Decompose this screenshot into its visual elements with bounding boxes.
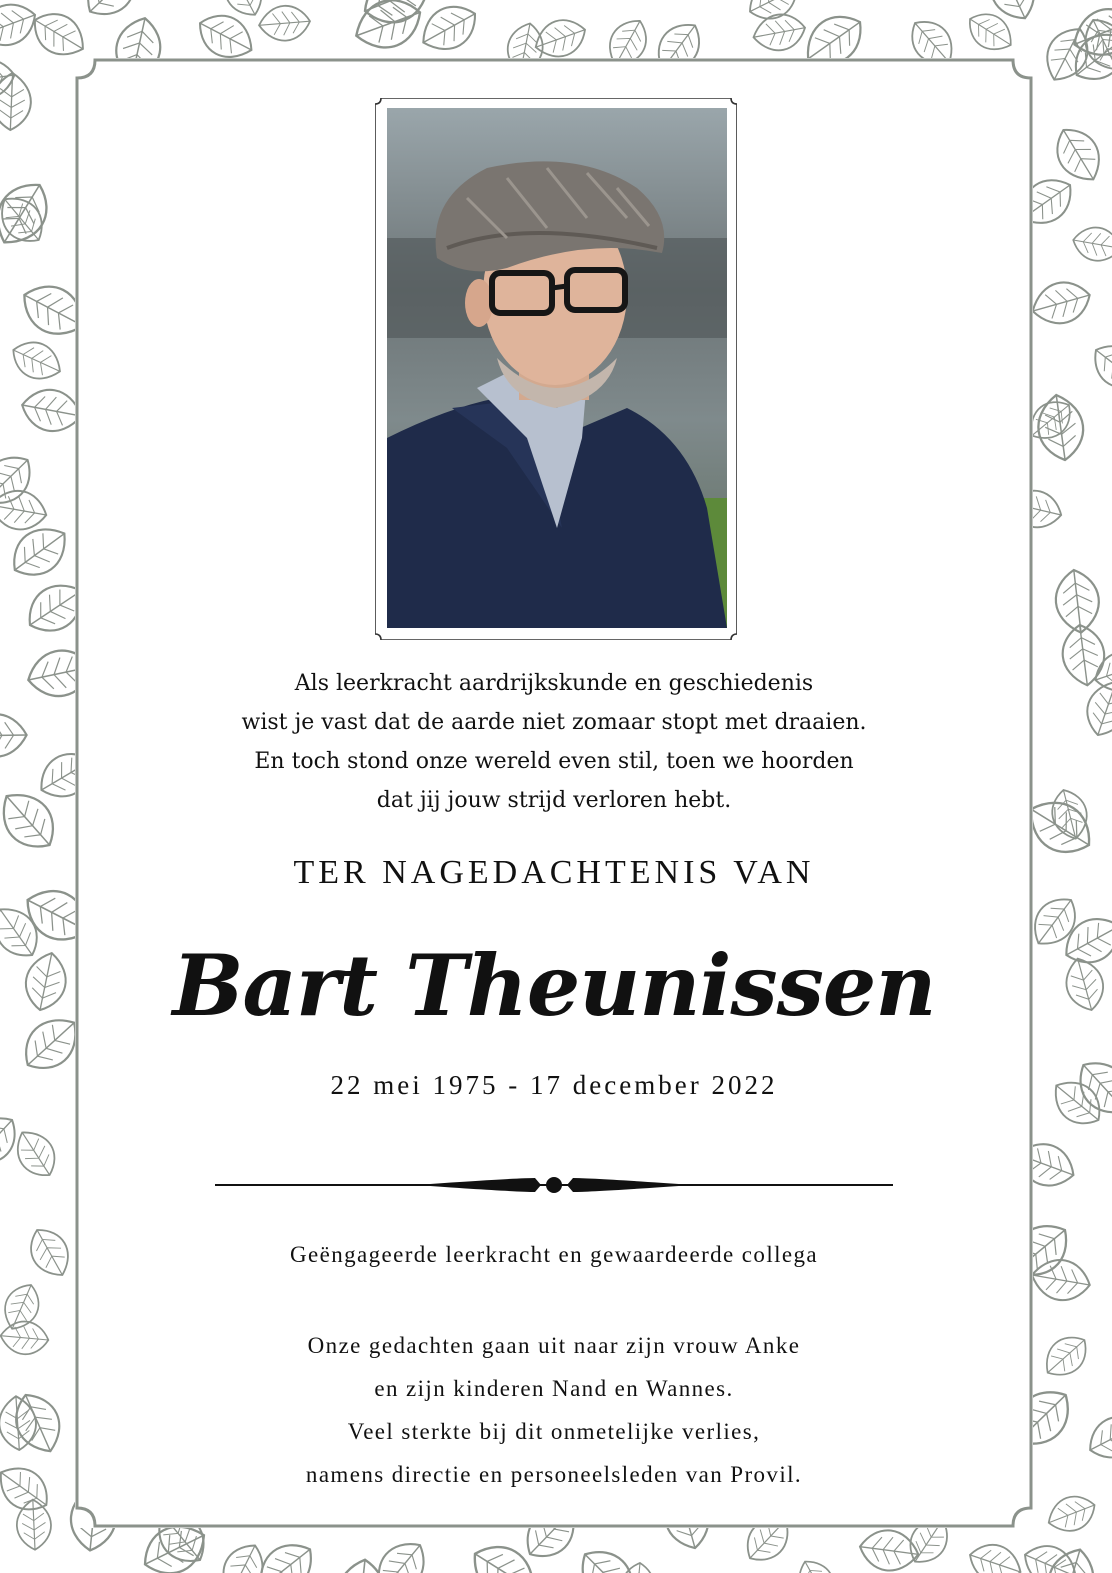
role-description: Geëngageerde leerkracht en gewaardeerde collega bbox=[289, 1242, 819, 1267]
deceased-name: Bart Theunissen bbox=[172, 936, 936, 1035]
memorial-heading: TER NAGEDACHTENIS VAN bbox=[293, 854, 815, 891]
life-dates: 22 mei 1975 - 17 december 2022 bbox=[330, 1070, 778, 1100]
leaf-icon bbox=[742, 0, 805, 28]
leaf-icon bbox=[0, 72, 32, 130]
leaf-icon bbox=[1047, 786, 1092, 843]
leaf-icon bbox=[25, 4, 93, 66]
leaf-icon bbox=[1027, 276, 1095, 331]
leaf-icon bbox=[570, 1539, 646, 1573]
leaf-icon bbox=[1080, 676, 1112, 742]
leaf-icon bbox=[414, 0, 485, 60]
ornamental-divider bbox=[215, 1170, 893, 1200]
leaf-icon bbox=[2, 517, 76, 587]
leaf-icon bbox=[16, 1499, 52, 1551]
leaf-icon bbox=[530, 13, 591, 64]
leaf-icon bbox=[0, 1457, 57, 1520]
leaf-icon bbox=[1081, 1407, 1112, 1467]
poem-line: Als leerkracht aardrijkskunde en geschiedenis bbox=[294, 671, 814, 696]
condolence-line: namens directie en personeelsleden van Provil. bbox=[305, 1462, 803, 1487]
leaf-icon bbox=[1045, 1071, 1111, 1134]
leaf-icon bbox=[0, 781, 66, 859]
leaf-icon bbox=[791, 1554, 843, 1573]
portrait-illustration bbox=[387, 108, 727, 628]
leaf-icon bbox=[1043, 1489, 1101, 1538]
leaf-icon bbox=[1024, 889, 1086, 954]
condolence-message bbox=[75, 1324, 1033, 1496]
leaf-icon bbox=[0, 1395, 38, 1451]
leaf-icon bbox=[366, 1532, 436, 1573]
photo-frame bbox=[375, 98, 737, 640]
leaf-icon bbox=[22, 1221, 78, 1283]
leaf-icon bbox=[1029, 1255, 1094, 1304]
leaf-icon bbox=[6, 334, 67, 387]
leaf-icon bbox=[1037, 1328, 1096, 1386]
leaf-icon bbox=[0, 714, 27, 757]
leaf-icon bbox=[348, 0, 428, 57]
poem-line: En toch stond onze wereld even stil, toen we hoorden bbox=[254, 749, 854, 774]
leaf-icon bbox=[8, 1123, 64, 1184]
condolence-line: Onze gedachten gaan uit naar zijn vrouw Anke bbox=[307, 1333, 801, 1358]
leaf-icon bbox=[0, 486, 50, 534]
leaf-icon bbox=[1084, 335, 1112, 399]
leaf-icon bbox=[0, 446, 42, 516]
leaf-icon bbox=[21, 949, 71, 1014]
leaf-icon bbox=[258, 4, 312, 43]
condolence-line: Veel sterkte bij dit onmetelijke verlies, bbox=[347, 1419, 761, 1444]
leaf-icon bbox=[463, 1534, 546, 1573]
leaf-icon bbox=[1041, 1543, 1101, 1573]
memorial-card bbox=[75, 58, 1033, 1528]
leaf-icon bbox=[1056, 908, 1112, 973]
leaf-icon bbox=[964, 1538, 1026, 1573]
leaf-icon bbox=[0, 173, 59, 254]
leaf-icon bbox=[1070, 224, 1112, 265]
poem-line: wist je vast dat de aarde niet zomaar stopt met draaien. bbox=[241, 710, 867, 735]
leaf-icon bbox=[1052, 568, 1102, 636]
leaf-icon bbox=[961, 5, 1019, 59]
memorial-poem bbox=[75, 664, 1033, 820]
poem-line: dat jij jouw strijd verloren hebt. bbox=[376, 788, 732, 813]
portrait-photo bbox=[387, 108, 727, 628]
leaf-icon bbox=[1018, 1538, 1083, 1573]
leaf-icon bbox=[980, 0, 1044, 27]
condolence-line: en zijn kinderen Nand en Wannes. bbox=[374, 1376, 734, 1401]
leaf-icon bbox=[1047, 120, 1111, 190]
